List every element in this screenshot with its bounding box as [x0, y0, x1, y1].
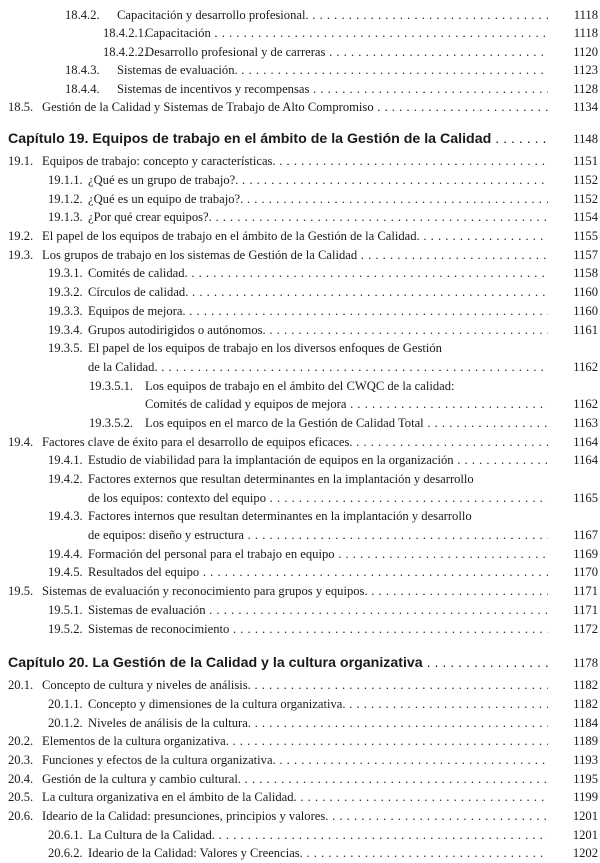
entry-title: ¿Qué es un grupo de trabajo?. . . .	[88, 171, 548, 190]
entry-page: 1162	[573, 397, 598, 412]
entry-title: Ideario de la Calidad: presunciones, principios y valores. . . .	[42, 807, 548, 826]
toc-entry[interactable]	[0, 377, 600, 396]
entry-title: Sistemas de incentivos y recompensas . . .	[117, 80, 548, 99]
chapter-page: 1178	[573, 656, 598, 671]
entry-number: 20.1.2.	[48, 715, 83, 730]
chapter-title: Capítulo 19. Equipos de trabajo en el ámbito de la Gestión de la Calidad . . .	[8, 128, 548, 150]
chapter-page: 1148	[573, 132, 598, 147]
entry-page: 1201	[572, 809, 598, 824]
entry-page: 1167	[573, 528, 598, 543]
entry-number: 20.6.	[8, 809, 34, 824]
table-of-contents	[0, 6, 600, 863]
toc-entry[interactable]	[0, 563, 600, 582]
toc-entry[interactable]	[0, 190, 600, 209]
entry-page: 1170	[573, 565, 598, 580]
toc-entry[interactable]	[0, 264, 600, 283]
entry-page: 1164	[573, 434, 598, 449]
entry-page: 1202	[572, 846, 598, 861]
entry-number: 20.2.	[8, 734, 34, 749]
entry-number: 20.1.	[8, 678, 34, 693]
entry-page: 1172	[573, 621, 598, 636]
entry-title: Gestión de la Calidad y Sistemas de Trabajo de Alto Compromiso . . .	[42, 98, 548, 117]
entry-number: 20.6.2.	[48, 846, 83, 861]
entry-page: 1152	[573, 191, 598, 206]
toc-entry[interactable]	[0, 339, 600, 358]
entry-page: 1169	[573, 546, 598, 561]
toc-entry[interactable]	[0, 246, 600, 265]
entry-number: 19.1.3.	[48, 210, 83, 225]
entry-title: Desarrollo profesional y de carreras . . .	[145, 43, 548, 62]
entry-page: 1134	[573, 99, 598, 114]
entry-number: 19.4.	[8, 434, 34, 449]
entry-number: 19.4.1.	[48, 453, 83, 468]
entry-page: 1201	[572, 827, 598, 842]
entry-page: 1161	[573, 322, 598, 337]
chapter-heading[interactable]	[0, 128, 600, 150]
entry-title: Elementos de la cultura organizativa. . . .	[42, 732, 548, 751]
entry-title: Niveles de análisis de la cultura. . . .	[88, 714, 548, 733]
entry-number: 19.1.	[8, 154, 34, 169]
entry-title: Resultados del equipo . . .	[88, 563, 548, 582]
entry-title: Capacitación y desarrollo profesional. . . .	[117, 6, 548, 25]
entry-page: 1193	[573, 752, 598, 767]
toc-entry[interactable]	[0, 208, 600, 227]
entry-title: Funciones y efectos de la cultura organizativa. . . .	[42, 751, 548, 770]
entry-title: Ideario de la Calidad: Valores y Creencias. . . .	[88, 844, 548, 863]
entry-number: 18.4.2.1.	[103, 26, 148, 41]
entry-page: 1195	[573, 771, 598, 786]
entry-number: 19.4.2.	[48, 472, 83, 487]
entry-number: 20.5.	[8, 790, 34, 805]
entry-page: 1151	[573, 154, 598, 169]
entry-title: Factores clave de éxito para el desarrollo de equipos eficaces. . . .	[42, 433, 548, 452]
entry-page: 1182	[573, 678, 598, 693]
entry-page: 1158	[573, 266, 598, 281]
entry-page: 1154	[573, 210, 598, 225]
entry-page: 1118	[573, 26, 598, 41]
toc-entry[interactable]	[0, 152, 600, 171]
entry-number: 20.4.	[8, 771, 34, 786]
toc-entry[interactable]	[0, 302, 600, 321]
entry-page: 1123	[573, 63, 598, 78]
entry-number: 19.5.	[8, 584, 34, 599]
entry-number: 18.4.3.	[65, 63, 100, 78]
entry-title: de equipos: diseño y estructura . . .	[88, 526, 548, 545]
toc-entry[interactable]	[0, 714, 600, 733]
toc-entry[interactable]	[0, 507, 600, 526]
entry-number: 19.3.3.	[48, 303, 83, 318]
toc-entry[interactable]	[0, 695, 600, 714]
entry-number: 19.1.2.	[48, 191, 83, 206]
entry-title: Capacitación . . .	[145, 24, 548, 43]
toc-entry[interactable]	[0, 61, 600, 79]
toc-entry-continuation[interactable]	[0, 489, 600, 508]
toc-entry[interactable]	[0, 545, 600, 564]
toc-entry[interactable]	[0, 283, 600, 302]
toc-entry[interactable]	[0, 80, 600, 98]
chapter-20-entries	[0, 676, 600, 863]
toc-entry[interactable]	[0, 171, 600, 190]
entry-page: 1128	[573, 81, 598, 96]
toc-entry[interactable]	[0, 321, 600, 340]
entry-title: Los equipos de trabajo en el ámbito del CWQC de la calidad:	[145, 378, 455, 393]
chapter-heading[interactable]	[0, 652, 600, 674]
toc-entry[interactable]	[0, 601, 600, 620]
toc-entry[interactable]	[0, 826, 600, 845]
entry-title: Gestión de la cultura y cambio cultural. . . .	[42, 770, 548, 789]
entry-title: Grupos autodirigidos o autónomos. . . .	[88, 321, 548, 340]
entry-title: Equipos de trabajo: concepto y características. . . .	[42, 152, 548, 171]
entry-number: 19.2.	[8, 229, 34, 244]
entry-title: Sistemas de evaluación y reconocimiento para grupos y equipos. . . .	[42, 582, 548, 601]
entry-title: Factores externos que resultan determinantes en la implantación y desarrollo	[88, 472, 474, 487]
toc-entry[interactable]	[0, 6, 600, 24]
toc-entry[interactable]	[0, 732, 600, 751]
entry-number: 19.3.5.2.	[89, 415, 134, 430]
entry-page: 1165	[573, 490, 598, 505]
entry-page: 1184	[573, 715, 598, 730]
toc-entry[interactable]	[0, 620, 600, 639]
entry-title: de la Calidad. . . .	[88, 358, 548, 377]
entry-title: La Cultura de la Calidad. . . .	[88, 826, 548, 845]
entry-number: 18.4.2.2.	[103, 44, 148, 59]
chapter-title: Capítulo 20. La Gestión de la Calidad y la cultura organizativa . . .	[8, 652, 548, 674]
entry-title: ¿Qué es un equipo de trabajo?. . . .	[88, 190, 548, 209]
toc-entry[interactable]	[0, 844, 600, 863]
entry-number: 19.3.5.1.	[89, 378, 134, 393]
toc-entry[interactable]	[0, 807, 600, 826]
entry-title: Círculos de calidad. . . .	[88, 283, 548, 302]
toc-entry[interactable]	[0, 788, 600, 807]
entry-number: 19.3.2.	[48, 285, 83, 300]
entry-number: 19.3.4.	[48, 322, 83, 337]
toc-entry-continuation[interactable]	[0, 358, 600, 377]
entry-number: 20.3.	[8, 752, 34, 767]
entry-page: 1118	[573, 8, 598, 22]
entry-title: Sistemas de reconocimiento . . .	[88, 620, 548, 639]
toc-entry[interactable]	[0, 451, 600, 470]
chapter-19-entries	[0, 152, 600, 638]
entry-number: 19.4.3.	[48, 509, 83, 524]
entry-title: Los grupos de trabajo en los sistemas de Gestión de la Calidad . . .	[42, 246, 548, 265]
entry-title: Comités de calidad y equipos de mejora . . .	[145, 395, 548, 414]
entry-page: 1182	[573, 696, 598, 711]
toc-entry[interactable]	[0, 751, 600, 770]
entry-number: 18.4.2.	[65, 8, 100, 22]
entry-number: 19.1.1.	[48, 173, 83, 188]
toc-entry[interactable]	[0, 227, 600, 246]
toc-entry[interactable]	[0, 676, 600, 695]
toc-entry[interactable]	[0, 470, 600, 489]
entry-title: Equipos de mejora. . . .	[88, 302, 548, 321]
entry-title: Formación del personal para el trabajo en equipo . . .	[88, 545, 548, 564]
entry-page: 1189	[573, 734, 598, 749]
entry-page: 1160	[573, 303, 598, 318]
entry-title: Estudio de viabilidad para la implantación de equipos en la organización . . .	[88, 451, 548, 470]
entry-title: Factores internos que resultan determinantes en la implantación y desarrollo	[88, 509, 472, 524]
entry-page: 1160	[573, 285, 598, 300]
toc-entry[interactable]	[0, 98, 600, 116]
entry-page: 1164	[573, 453, 598, 468]
entry-title: Concepto de cultura y niveles de análisis. . . .	[42, 676, 548, 695]
toc-entry[interactable]	[0, 43, 600, 61]
entry-number: 18.5.	[8, 99, 34, 114]
entry-number: 19.4.4.	[48, 546, 83, 561]
entry-number: 20.6.1.	[48, 827, 83, 842]
entry-number: 19.3.5.	[48, 341, 83, 356]
entry-title: de los equipos: contexto del equipo . . .	[88, 489, 548, 508]
entry-number: 20.1.1.	[48, 696, 83, 711]
entry-page: 1120	[573, 44, 598, 59]
entry-page: 1171	[573, 584, 598, 599]
entry-title: Sistemas de evaluación . . .	[88, 601, 548, 620]
entry-number: 19.3.	[8, 247, 34, 262]
entry-title: Comités de calidad. . . .	[88, 264, 548, 283]
entry-page: 1162	[573, 359, 598, 374]
entry-number: 19.3.1.	[48, 266, 83, 281]
entry-number: 19.5.2.	[48, 621, 83, 636]
toc-entry[interactable]	[0, 414, 600, 433]
entry-page: 1163	[573, 415, 598, 430]
entry-number: 19.4.5.	[48, 565, 83, 580]
entry-page: 1199	[573, 790, 598, 805]
entry-number: 18.4.4.	[65, 81, 100, 96]
toc-entry[interactable]	[0, 24, 600, 42]
toc-entry-continuation[interactable]	[0, 526, 600, 545]
toc-entry[interactable]	[0, 433, 600, 452]
entry-title: Sistemas de evaluación. . . .	[117, 61, 548, 80]
entry-page: 1152	[573, 173, 598, 188]
entry-title: Concepto y dimensiones de la cultura organizativa. . . .	[88, 695, 548, 714]
entry-title: El papel de los equipos de trabajo en el ámbito de la Gestión de la Calidad. . . .	[42, 227, 548, 246]
entry-title: Los equipos en el marco de la Gestión de Calidad Total . . .	[145, 414, 548, 433]
entry-title: ¿Por qué crear equipos?. . . .	[88, 208, 548, 227]
entry-title: La cultura organizativa en el ámbito de la Calidad. . . .	[42, 788, 548, 807]
entry-page: 1171	[573, 602, 598, 617]
entry-page: 1157	[573, 247, 598, 262]
toc-entry[interactable]	[0, 582, 600, 601]
entry-title: El papel de los equipos de trabajo en los diversos enfoques de Gestión	[88, 341, 442, 356]
toc-entry-continuation[interactable]	[0, 395, 600, 414]
entry-number: 19.5.1.	[48, 602, 83, 617]
toc-entry[interactable]	[0, 770, 600, 789]
entry-page: 1155	[573, 229, 598, 244]
